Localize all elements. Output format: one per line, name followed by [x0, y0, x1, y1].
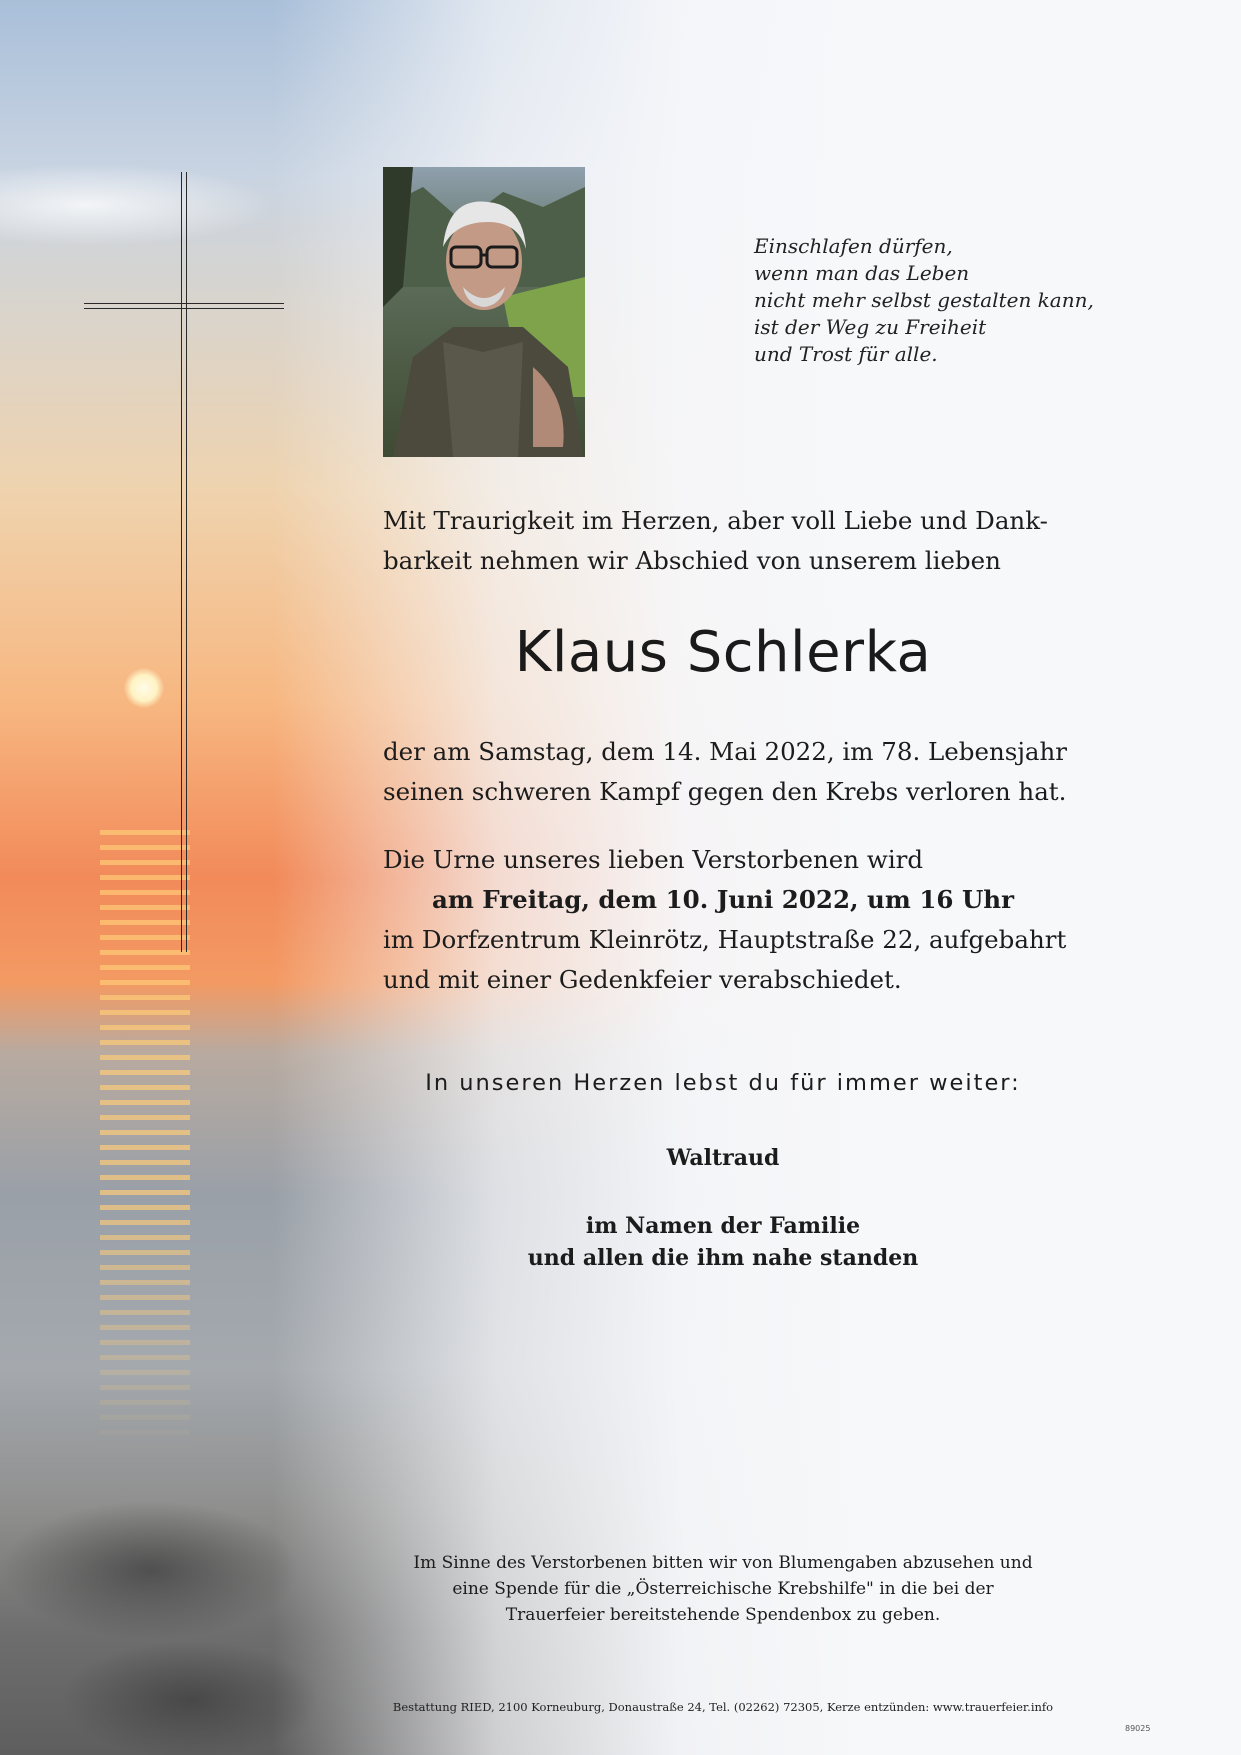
sun-reflection — [100, 830, 190, 1450]
death-line: der am Samstag, dem 14. Mai 2022, im 78. Lebensjahr — [383, 737, 1068, 766]
quote-line: und Trost für alle. — [754, 342, 938, 366]
cross-icon — [181, 172, 187, 952]
death-line: seinen schweren Kampf gegen den Krebs verloren hat. — [383, 777, 1067, 806]
shore-rock — [0, 1500, 300, 1640]
funeral-line: Die Urne unseres lieben Verstorbenen wird — [383, 845, 924, 874]
funeral-location: im Dorfzentrum Kleinrötz, Hauptstraße 22, aufgebahrt — [383, 925, 1067, 954]
memorial-line: In unseren Herzen lebst du für immer weiter: — [425, 1070, 1021, 1096]
shore-rock — [60, 1640, 320, 1755]
request-line: eine Spende für die „Österreichische Krebshilfe" in die bei der — [452, 1579, 994, 1599]
quote-line: nicht mehr selbst gestalten kann, — [754, 288, 1094, 312]
intro-line: Mit Traurigkeit im Herzen, aber voll Liebe und Dank- — [383, 506, 1048, 535]
memorial-quote — [754, 233, 1094, 368]
portrait-photo — [383, 167, 585, 457]
death-notice — [383, 732, 1073, 812]
sun — [124, 668, 164, 708]
signer-name: Waltraud — [666, 1145, 780, 1171]
funeral-home-footer: Bestattung RIED, 2100 Korneuburg, Donaustraße 24, Tel. (02262) 72305, Kerze entzünden: www.trauerfeier.info — [392, 1700, 1054, 1714]
family-line: im Namen der Familie — [585, 1213, 861, 1239]
request-line: Im Sinne des Verstorbenen bitten wir von Blumengaben abzusehen und — [413, 1553, 1033, 1573]
intro-text — [383, 501, 1063, 581]
sky-cloud — [0, 160, 290, 250]
cross-icon-bar — [84, 303, 284, 309]
quote-line: Einschlafen dürfen, — [754, 234, 953, 258]
family-line: und allen die ihm nahe standen — [527, 1245, 919, 1271]
funeral-line: und mit einer Gedenkfeier verabschiedet. — [383, 965, 902, 994]
quote-line: wenn man das Leben — [754, 261, 970, 285]
funeral-info — [383, 840, 1083, 1000]
request-line: Trauerfeier bereitstehende Spendenbox zu geben. — [505, 1605, 941, 1625]
intro-line: barkeit nehmen wir Abschied von unserem lieben — [383, 546, 1001, 575]
quote-line: ist der Weg zu Freiheit — [754, 315, 987, 339]
deceased-name: Klaus Schlerka — [514, 620, 932, 685]
document-code: 89025 — [1125, 1724, 1151, 1733]
donation-request — [383, 1550, 1063, 1628]
family-signature — [383, 1210, 1063, 1274]
funeral-date: am Freitag, dem 10. Juni 2022, um 16 Uhr — [431, 885, 1015, 914]
